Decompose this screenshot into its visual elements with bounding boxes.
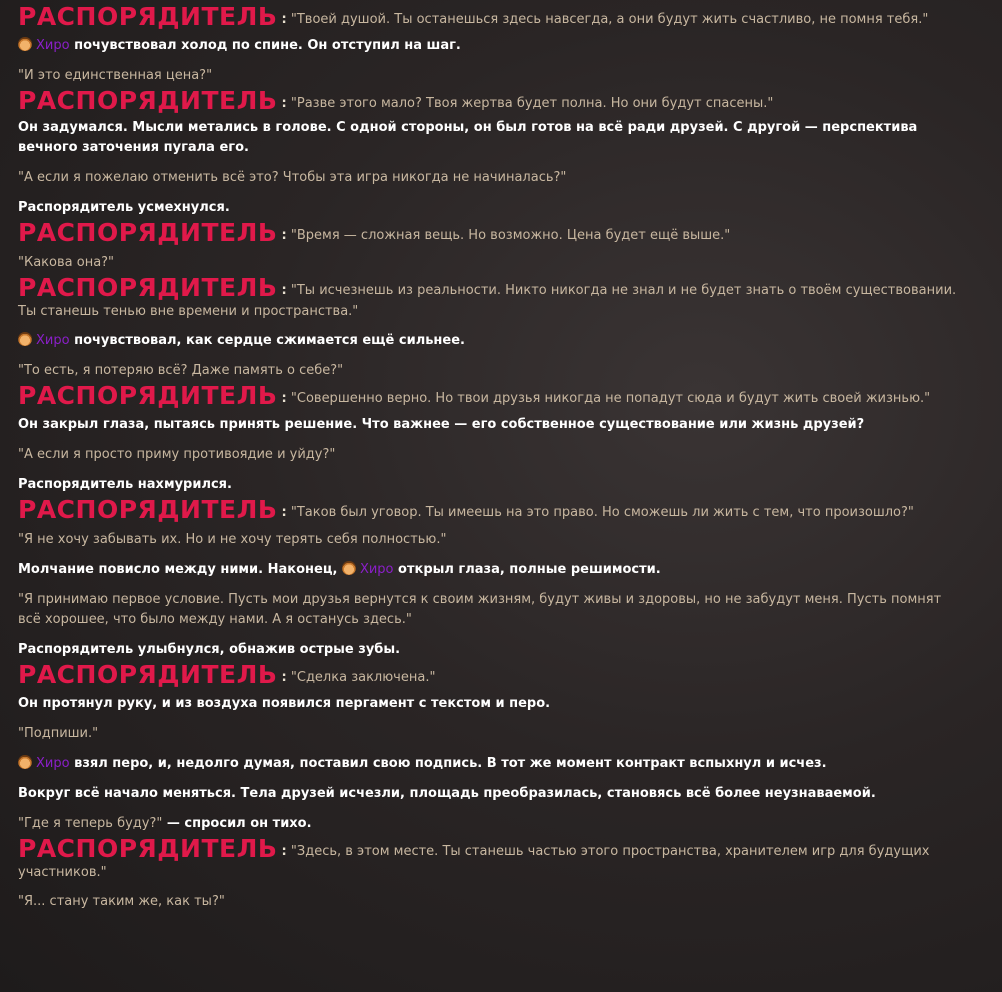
- dialogue-line: [18, 660, 968, 689]
- hero-face-icon: [342, 561, 356, 575]
- dialogue-text: "Твоей душой. Ты останешься здесь навсегда, а они будут жить счастливо, не помня тебя.": [290, 12, 929, 27]
- narration-line: Хиро почувствовал холод по спине. Он отступил на шаг.: [18, 36, 968, 56]
- dialogue-text: "Разве этого мало? Твоя жертва будет полна. Но они будут спасены.": [290, 96, 774, 111]
- dialogue-text: "Таков был уговор. Ты имеешь на это право. Но сможешь ли жить с тем, что произошло?": [290, 505, 914, 520]
- narration-line: Распорядитель улыбнулся, обнажив острые зубы.: [18, 642, 401, 657]
- dialogue-text: "Здесь, в этом месте. Ты станешь частью этого пространства, хранителем игр для будущих участников.": [18, 844, 930, 880]
- speaker-name: РАСПОРЯДИТЕЛЬ: [18, 86, 278, 115]
- narration-line: Хиро почувствовал, как сердце сжимается ещё сильнее.: [18, 331, 968, 351]
- narration-line: Молчание повисло между ними. Наконец, Хиро открыл глаза, полные решимости.: [18, 562, 661, 577]
- colon: :: [281, 12, 287, 27]
- narration-line: Распорядитель нахмурился.: [18, 477, 232, 492]
- hero-quote: "Я... стану таким же, как ты?": [18, 894, 225, 909]
- colon: :: [281, 670, 287, 685]
- hero-quote: "А если я просто приму противоядие и уйду?": [18, 447, 336, 462]
- narration-line: Он протянул руку, и из воздуха появился пергамент с текстом и перо.: [18, 696, 551, 711]
- dialogue-line: [18, 495, 968, 524]
- story-log: [18, 2, 968, 912]
- colon: :: [281, 228, 287, 243]
- narration-line: Хиро взял перо, и, недолго думая, поставил свою подпись. В тот же момент контракт вспыхнул и исчез.: [18, 754, 968, 774]
- speaker-name: РАСПОРЯДИТЕЛЬ: [18, 2, 278, 31]
- hero-face-icon: [18, 332, 32, 346]
- colon: :: [281, 96, 287, 111]
- speaker-name: РАСПОРЯДИТЕЛЬ: [18, 218, 278, 247]
- hero-name: Хиро: [359, 562, 394, 577]
- hero-name: Хиро: [36, 756, 70, 771]
- speaker-name: РАСПОРЯДИТЕЛЬ: [18, 495, 278, 524]
- hero-name: Хиро: [36, 38, 70, 53]
- dialogue-line: [18, 273, 968, 322]
- speaker-name: РАСПОРЯДИТЕЛЬ: [18, 660, 278, 689]
- hero-quote: "Какова она?": [18, 255, 115, 270]
- hero-quote: "Подпиши.": [18, 726, 99, 741]
- hero-quote: "То есть, я потеряю всё? Даже память о себе?": [18, 363, 344, 378]
- dialogue-line: [18, 86, 968, 115]
- narration-line: "Где я теперь буду?" — спросил он тихо.: [18, 816, 312, 831]
- speaker-name: РАСПОРЯДИТЕЛЬ: [18, 834, 278, 863]
- dialogue-line: [18, 834, 968, 883]
- colon: :: [281, 844, 287, 859]
- dialogue-text: "Совершенно верно. Но твои друзья никогда не попадут сюда и будут жить своей жизнью.": [290, 391, 931, 406]
- hero-name: Хиро: [36, 333, 70, 348]
- hero-face-icon: [18, 755, 32, 769]
- hero-quote: "И это единственная цена?": [18, 68, 213, 83]
- dialogue-line: [18, 2, 968, 31]
- dialogue-text: "Время — сложная вещь. Но возможно. Цена будет ещё выше.": [290, 228, 731, 243]
- colon: :: [281, 505, 287, 520]
- dialogue-line: [18, 381, 968, 410]
- colon: :: [281, 391, 287, 406]
- dialogue-text: "Ты исчезнешь из реальности. Никто никогда не знал и не будет знать о твоём существовании. Ты станешь тенью вне времени и пространства.": [18, 283, 957, 319]
- dialogue-text: "Сделка заключена.": [290, 670, 436, 685]
- narration-line: Он задумался. Мысли метались в голове. С одной стороны, он был готов на всё ради друзей. С другой — перспектива вечного заточения пугала его.: [18, 120, 918, 155]
- narration-line: Вокруг всё начало меняться. Тела друзей исчезли, площадь преобразилась, становясь всё более неузнаваемой.: [18, 786, 876, 801]
- hero-quote: "Я принимаю первое условие. Пусть мои друзья вернутся к своим жизням, будут живы и здоровы, но не забудут меня. Пусть помнят всё хорошее, что было между нами. А я останусь здесь.": [18, 592, 942, 627]
- hero-quote: "Я не хочу забывать их. Но и не хочу терять себя полностью.": [18, 532, 447, 547]
- hero-quote: "А если я пожелаю отменить всё это? Чтобы эта игра никогда не начиналась?": [18, 170, 567, 185]
- speaker-name: РАСПОРЯДИТЕЛЬ: [18, 381, 278, 410]
- dialogue-line: [18, 218, 968, 247]
- speaker-name: РАСПОРЯДИТЕЛЬ: [18, 273, 278, 302]
- narration-line: Распорядитель усмехнулся.: [18, 200, 230, 215]
- narration-line: Он закрыл глаза, пытаясь принять решение. Что важнее — его собственное существование или жизнь друзей?: [18, 417, 865, 432]
- colon: :: [281, 283, 287, 298]
- hero-face-icon: [18, 37, 32, 51]
